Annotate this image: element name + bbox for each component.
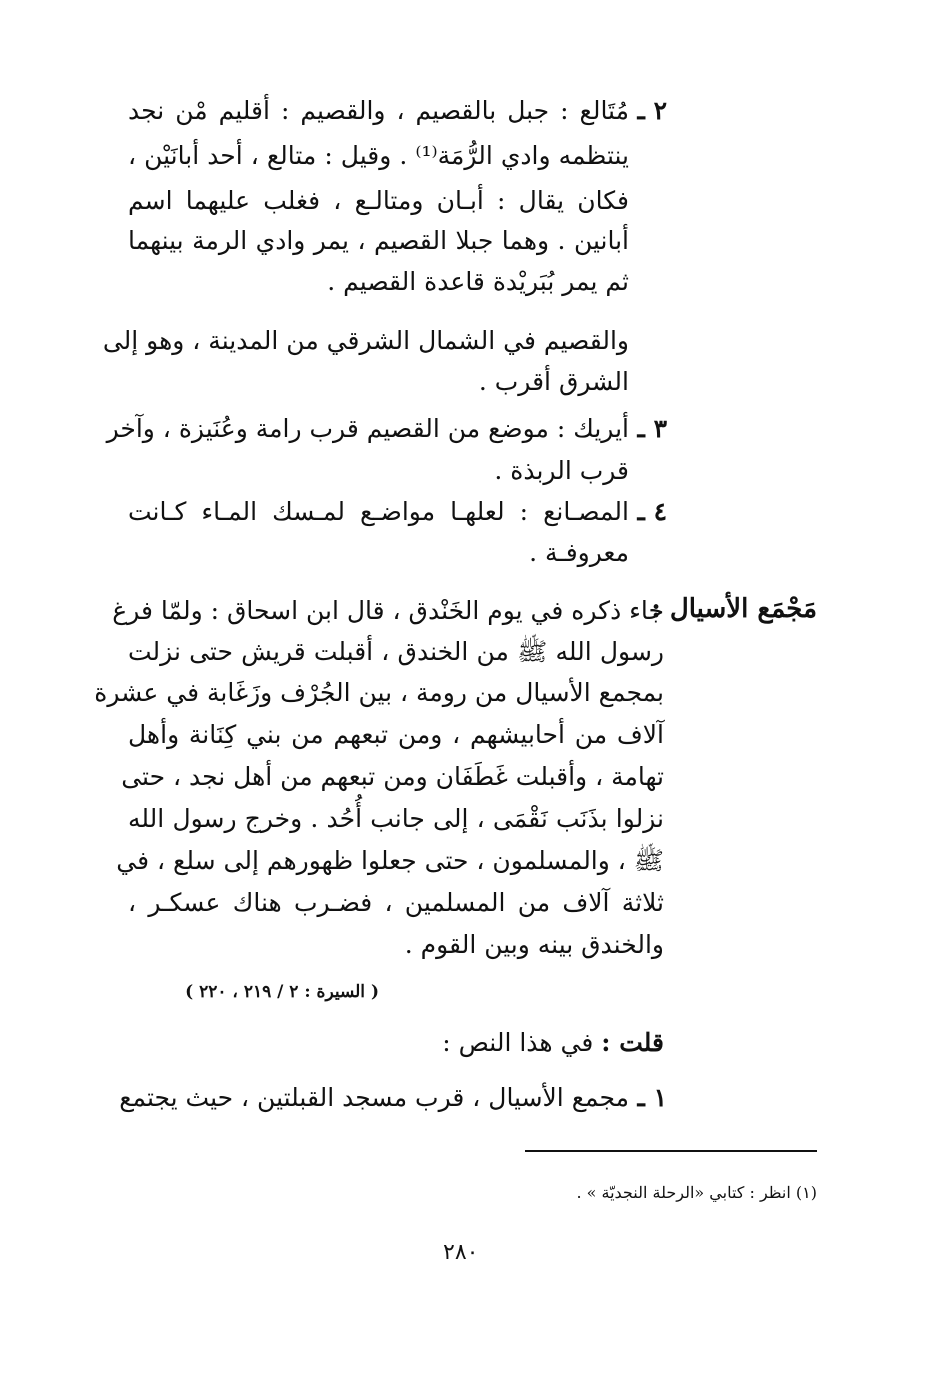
- note-item1-line: مجمع الأسيال ، قرب مسجد القبلتين ، حيث يجتمع: [119, 1083, 629, 1112]
- item3-line-2: قرب الربذة .: [494, 456, 629, 485]
- item-number-2: ٢ ـ: [637, 96, 667, 125]
- entry-line-6: نزلوا بذَنَب نَقْمَى ، إلى جانب أُحُد . وخرج رسول الله: [128, 804, 664, 833]
- note-heading-line: [442, 1027, 664, 1059]
- item4-line-1: المصـانع : لعلهـا مواضـع لمـسك المـاء كـانت: [128, 497, 629, 526]
- entry-line-8: ثلاثة آلاف من المسلمين ، فضـرب هناك عسكـر ،: [128, 888, 664, 917]
- entry-line-9: والخندق بينه وبين القوم .: [404, 930, 664, 959]
- note-heading-rest: في هذا النص :: [442, 1028, 594, 1057]
- footnote-rule: [525, 1150, 817, 1152]
- entry-line-5: تهامة ، وأقبلت غَطَفَان ومن تبعهم من أهل نجد ، حتى: [121, 762, 664, 791]
- item2-para2-line-1: والقصيم في الشمال الشرقي من المدينة ، وهو إلى: [102, 326, 629, 355]
- note-heading: قلت :: [601, 1028, 664, 1057]
- item-number-4: ٤ ـ: [637, 497, 667, 526]
- entry-line-4: آلاف من أحابيشهم ، ومن تبعهم من بني كِنَانة وأهل: [128, 720, 664, 749]
- footnote-text: انظر : كتابي «الرحلة النجديّة » .: [576, 1183, 791, 1202]
- footnote-number: (١): [795, 1183, 817, 1202]
- note-item-number-1: ١ ـ: [637, 1083, 667, 1112]
- entry-line-7: ﷺ ، والمسلمون ، حتى جعلوا ظهورهم إلى سلع ، في: [116, 846, 664, 875]
- item2-line-4: أبانين . وهما جبلا القصيم ، يمر وادي الرمة بينهما: [128, 226, 629, 255]
- citation: ( السيرة : ٢ / ٢١٩ ، ٢٢٠ ): [185, 982, 379, 1002]
- item3-line-1: أيريك : موضع من القصيم قرب رامة وعُنَيزة ، وآخر: [106, 414, 629, 443]
- item2-para2-line-2: الشرق أقرب .: [478, 367, 629, 396]
- entry-line-1: جاء ذكره في يوم الخَنْدق ، قال ابن اسحاق : ولمّا فرغ: [112, 596, 664, 625]
- item2-line-5: ثم يمر بُبَريْدة قاعدة القصيم .: [327, 267, 629, 296]
- item2-line-3: فكان يقال : أبـان ومتالـع ، فغلب عليهما اسم: [128, 186, 629, 215]
- item4-line-2: معروفـة .: [529, 538, 629, 567]
- entry-line-2: رسول الله ﷺ من الخندق ، أقبلت قريش حتى نزلت: [128, 637, 664, 666]
- page-number: ٢٨٠: [443, 1240, 479, 1265]
- footnote: [576, 1182, 817, 1204]
- item2-line-1: مُتَالع : جبل بالقصيم ، والقصيم : أقليم مْن نجد: [128, 96, 629, 125]
- entry-line-3: بمجمع الأسيال من رومة ، بين الجُرْف وزَغَابة في عشرة: [94, 678, 664, 707]
- item-number-3: ٣ ـ: [637, 414, 667, 443]
- entry-heading: مَجْمَع الأسيال :: [651, 594, 817, 624]
- item2-line-2: ينتظمه وادي الرُّمَة⁽¹⁾ . وقيل : متالع ، أحد أبانَيْن ،: [128, 141, 629, 170]
